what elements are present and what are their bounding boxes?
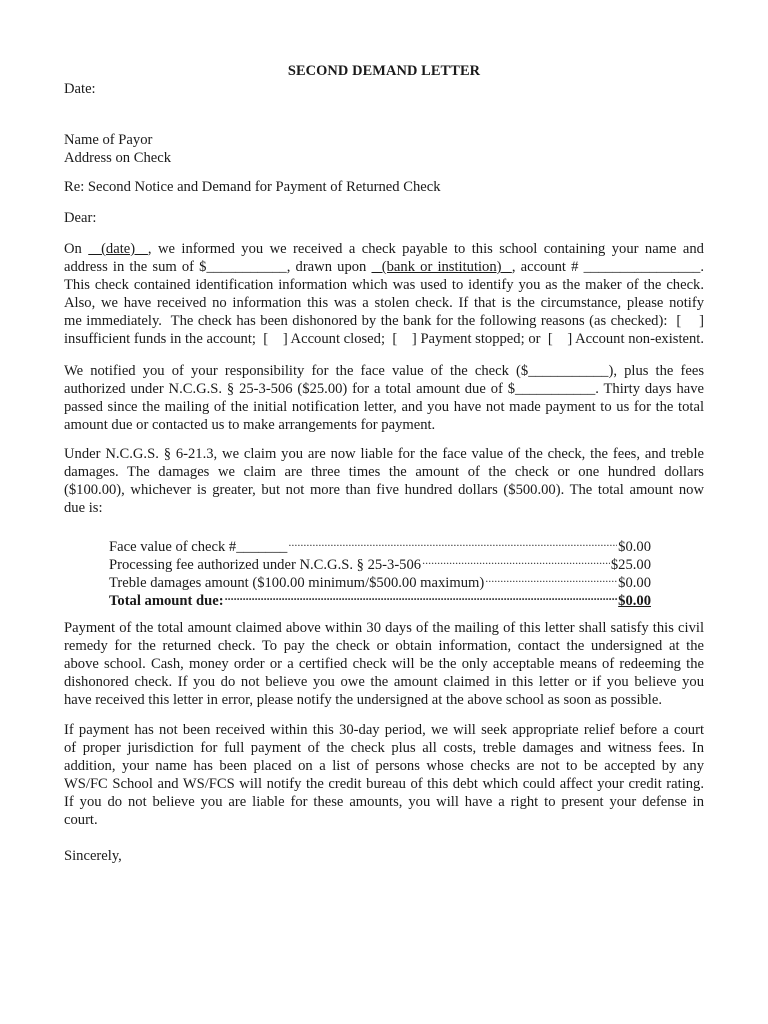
- charge-label: Processing fee authorized under N.C.G.S. § 25-3-506: [109, 557, 422, 573]
- paragraph-responsibility: [64, 362, 704, 434]
- date-label: Date:: [64, 81, 96, 97]
- dot-leader: [485, 569, 617, 587]
- letter-title: SECOND DEMAND LETTER: [287, 63, 481, 79]
- paragraph-relief: [64, 721, 704, 830]
- paragraph-notice: [64, 240, 704, 349]
- salutation: Dear:: [64, 210, 97, 226]
- paragraph-line: dishonored check. If you do not believe you owe the amount claimed in this letter or if you believe you: [64, 674, 704, 691]
- paragraph-line: Under N.C.G.S. § 6-21.3, we claim you are now liable for the face value of the check, the fees, and treble: [64, 446, 704, 462]
- charge-amount: $25.00: [610, 557, 651, 573]
- paragraph-line: authorized under N.C.G.S. § 25-3-506 ($25.00) for a total amount due of $___________. Thirty days have: [64, 381, 704, 398]
- paragraph-line: If payment has not been received within this 30-day period, we will seek appropriate relief before a court: [64, 722, 704, 738]
- closing: Sincerely,: [64, 848, 122, 864]
- paragraph-line: amount due or contacted us to make arrangements for payment.: [64, 417, 436, 434]
- text-span: , account # ________________.: [511, 259, 704, 276]
- date-blank: (date): [88, 241, 148, 257]
- paragraph-payment: [64, 619, 704, 709]
- dot-leader: [422, 551, 610, 569]
- text-span: address in the sum of $___________, drawn upon: [64, 259, 372, 276]
- payor-name: Name of Payor: [64, 132, 153, 148]
- paragraph-line: [64, 258, 704, 276]
- text-span: , we informed you we received a check payable to this school containing your name and: [147, 241, 704, 257]
- charge-row-face-value: [109, 533, 651, 555]
- paragraph-line: Payment of the total amount claimed above within 30 days of the mailing of this letter shall satisfy this civil: [64, 620, 704, 636]
- paragraph-line: passed since the mailing of the initial notification letter, and you have not made payment to us for the total: [64, 399, 704, 416]
- paragraph-line: WS/FC School and WS/FCS will notify the credit bureau of this debt which could affect your credit rating.: [64, 776, 704, 793]
- paragraph-line: [64, 240, 704, 258]
- paragraph-line: me immediately. The check has been dishonored by the bank for the following reasons (as checked): [ ]: [64, 313, 704, 330]
- charge-label: Treble damages amount ($100.00 minimum/$500.00 maximum): [109, 575, 485, 591]
- dot-leader: [288, 533, 617, 551]
- paragraph-line: court.: [64, 812, 98, 829]
- charge-label: Face value of check #_______: [109, 539, 288, 555]
- text-span: On: [64, 241, 89, 257]
- charge-amount: $0.00: [618, 575, 651, 591]
- dot-leader: [225, 587, 618, 605]
- paragraph-line: If you do not believe you are liable for these amounts, you will have a right to present your defense in: [64, 794, 704, 811]
- paragraph-line: addition, your name has been placed on a list of persons whose checks are not to be accepted by any: [64, 758, 704, 775]
- paragraph-line: ($100.00), whichever is greater, but not more than five hundred dollars ($500.00). The total amount now: [64, 482, 704, 499]
- charges-table: [109, 533, 651, 609]
- paragraph-line: This check contained identification information which was used to identify you as the maker of the check.: [64, 277, 704, 294]
- paragraph-line: damages. The damages we claim are three times the amount of the check or one hundred dollars: [64, 464, 704, 481]
- paragraph-line: of proper jurisdiction for full payment of the check plus all costs, treble damages and witness fees. In: [64, 740, 704, 757]
- paragraph-line: remedy for the returned check. To pay the check or obtain information, contact the undersigned at the: [64, 638, 704, 655]
- re-line: Re: Second Notice and Demand for Payment of Returned Check: [64, 179, 441, 195]
- paragraph-line: insufficient funds in the account; [ ] Account closed; [ ] Payment stopped; or [ ] Account non-existent.: [64, 331, 704, 348]
- total-label: Total amount due:: [109, 593, 224, 609]
- paragraph-line: We notified you of your responsibility for the face value of the check ($___________), plus the fees: [64, 363, 704, 379]
- paragraph-line: above school. Cash, money order or a certified check will be the only acceptable means of redeeming the: [64, 656, 704, 673]
- payor-address: Address on Check: [64, 150, 172, 166]
- total-amount: $0.00: [618, 593, 651, 609]
- paragraph-line: due is:: [64, 500, 103, 517]
- charge-amount: $0.00: [618, 539, 651, 555]
- paragraph-line: Also, we have received no information this was a stolen check. If that is the circumstance, please notify: [64, 295, 704, 312]
- bank-blank: (bank or institution): [371, 259, 512, 276]
- paragraph-liability: [64, 445, 704, 517]
- paragraph-line: have received this letter in error, please notify the undersigned at the above school as soon as possible.: [64, 692, 662, 709]
